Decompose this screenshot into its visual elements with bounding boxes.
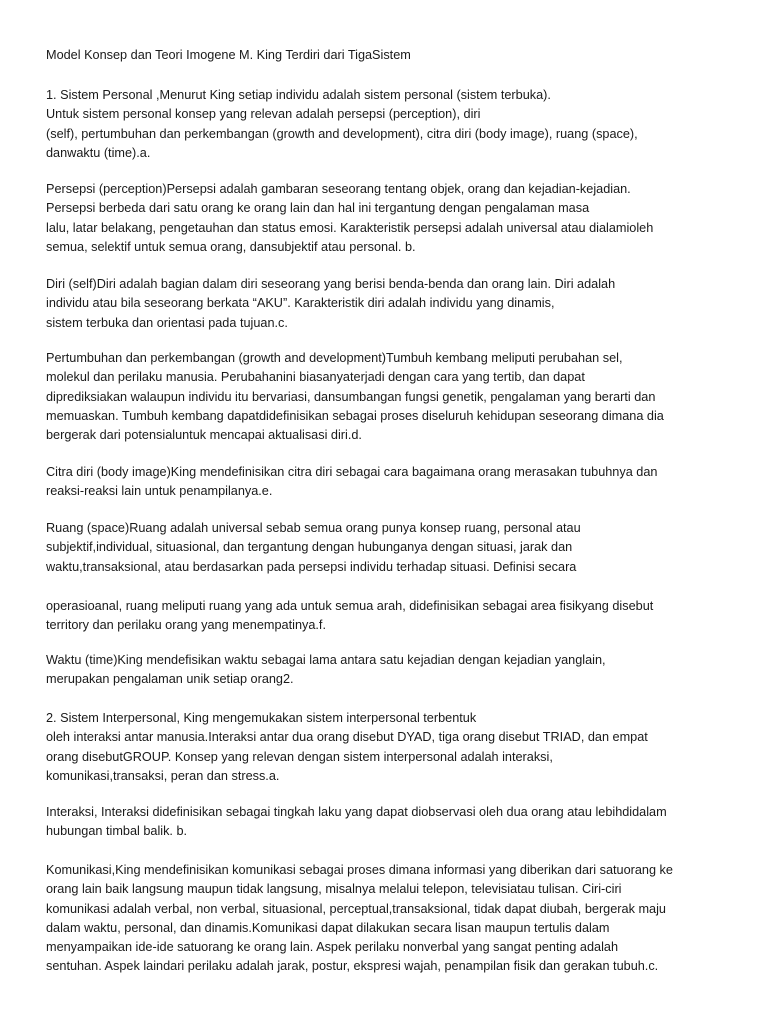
paragraph-line: komunikasi adalah verbal, non verbal, situasional, perceptual,transaksional, tidak dapat diubah, bergerak maju <box>46 901 666 916</box>
paragraph-line: sentuhan. Aspek laindari perilaku adalah jarak, postur, ekspresi wajah, penampilan fisik dan gerakan tubuh.c. <box>46 959 659 974</box>
paragraph-line: orang lain baik langsung maupun tidak langsung, misalnya melalui telepon, televisiatau tulisan. Ciri-ciri <box>46 882 622 897</box>
paragraph-line: hubungan timbal balik. b. <box>46 824 188 839</box>
paragraph-line: molekul dan perilaku manusia. Perubahanini biasanyaterjadi dengan cara yang tertib, dan dapat <box>46 370 585 385</box>
paragraph-line: Diri (self)Diri adalah bagian dalam diri seseorang yang berisi benda-benda dan orang lain. Diri adalah <box>46 277 616 291</box>
paragraph-line: operasioanal, ruang meliputi ruang yang ada untuk semua arah, didefinisikan sebagai area fisikyang disebut <box>46 599 654 613</box>
paragraph-line: lalu, latar belakang, pengetauhan dan status emosi. Karakteristik persepsi adalah universal atau dialamioleh <box>46 220 654 235</box>
paragraph-line: dalam waktu, personal, dan dinamis.Komunikasi dapat dilakukan secara lisan maupun tertulis dalam <box>46 920 610 935</box>
paragraph-line: Persepsi berbeda dari satu orang ke orang lain dan hal ini tergantung dengan pengalaman masa <box>46 201 590 216</box>
paragraph <box>46 709 736 786</box>
paragraph-line: Pertumbuhan dan perkembangan (growth and development)Tumbuh kembang meliputi perubahan sel, <box>46 351 623 365</box>
paragraph-line: territory dan perilaku orang yang menempatinya.f. <box>46 618 326 633</box>
paragraph-line: menyampaikan ide-ide satuorang ke orang lain. Aspek perilaku nonverbal yang sangat penting adalah <box>46 940 619 955</box>
paragraph-line: reaksi-reaksi lain untuk penampilanya.e. <box>46 484 273 499</box>
paragraph-line: semua, selektif untuk semua orang, dansubjektif atau personal. b. <box>46 239 416 254</box>
paragraph-line: Komunikasi,King mendefinisikan komunikasi sebagai proses dimana informasi yang diberikan dari satuorang ke <box>46 863 673 877</box>
paragraph <box>46 463 736 502</box>
paragraph <box>46 803 736 842</box>
paragraph-line: memuaskan. Tumbuh kembang dapatdidefinisikan sebagai proses diseluruh kehidupan seseorang dimana dia <box>46 408 664 423</box>
paragraph-line: Interaksi, Interaksi didefinisikan sebagai tingkah laku yang dapat diobservasi oleh dua orang atau lebihdidalam <box>46 805 667 819</box>
paragraph-line: Citra diri (body image)King mendefinisikan citra diri sebagai cara bagaimana orang merasakan tubuhnya dan <box>46 465 658 479</box>
paragraph-line: merupakan pengalaman unik setiap orang2. <box>46 672 294 687</box>
paragraph-line: orang disebutGROUP. Konsep yang relevan dengan sistem interpersonal adalah interaksi, <box>46 749 553 764</box>
paragraph-line: bergerak dari potensialuntuk mencapai aktualisasi diri.d. <box>46 428 362 443</box>
paragraph <box>46 519 736 577</box>
paragraph <box>46 180 736 257</box>
paragraph-line: subjektif,individual, situasional, dan tergantung dengan hubunganya dengan situasi, jarak dan <box>46 540 573 555</box>
paragraph-line: (self), pertumbuhan dan perkembangan (growth and development), citra diri (body image), ruang (space), <box>46 126 638 141</box>
paragraph-line: sistem terbuka dan orientasi pada tujuan.c. <box>46 315 288 330</box>
paragraph <box>46 349 736 445</box>
paragraph-line: Waktu (time)King mendefisikan waktu sebagai lama antara satu kejadian dengan kejadian yanglain, <box>46 653 606 667</box>
document-title: Model Konsep dan Teori Imogene M. King Terdiri dari TigaSistem <box>46 48 411 62</box>
paragraph-line: Untuk sistem personal konsep yang relevan adalah persepsi (perception), diri <box>46 107 481 122</box>
paragraph-line: 1. Sistem Personal ,Menurut King setiap individu adalah sistem personal (sistem terbuka). <box>46 88 551 102</box>
paragraph <box>46 597 736 636</box>
paragraph-line: Persepsi (perception)Persepsi adalah gambaran seseorang tentang objek, orang dan kejadian-kejadian. <box>46 182 631 196</box>
paragraph <box>46 651 736 690</box>
paragraph-line: diprediksiakan walaupun individu itu bervariasi, dansumbangan fungsi genetik, pengalaman yang berarti dan <box>46 389 656 404</box>
paragraph <box>46 861 736 977</box>
paragraph-line: oleh interaksi antar manusia.Interaksi antar dua orang disebut DYAD, tiga orang disebut TRIAD, dan empat <box>46 730 648 745</box>
paragraph-line: komunikasi,transaksi, peran dan stress.a. <box>46 768 280 783</box>
paragraph <box>46 275 736 333</box>
paragraph-line: 2. Sistem Interpersonal, King mengemukakan sistem interpersonal terbentuk <box>46 711 477 725</box>
paragraph-line: danwaktu (time).a. <box>46 145 151 160</box>
paragraph <box>46 86 736 163</box>
paragraph-line: individu atau bila seseorang berkata “AKU”. Karakteristik diri adalah individu yang dinamis, <box>46 296 555 311</box>
paragraph-line: Ruang (space)Ruang adalah universal sebab semua orang punya konsep ruang, personal atau <box>46 521 581 535</box>
paragraph-line: waktu,transaksional, atau berdasarkan pada persepsi individu terhadap situasi. Definisi secara <box>46 559 577 574</box>
